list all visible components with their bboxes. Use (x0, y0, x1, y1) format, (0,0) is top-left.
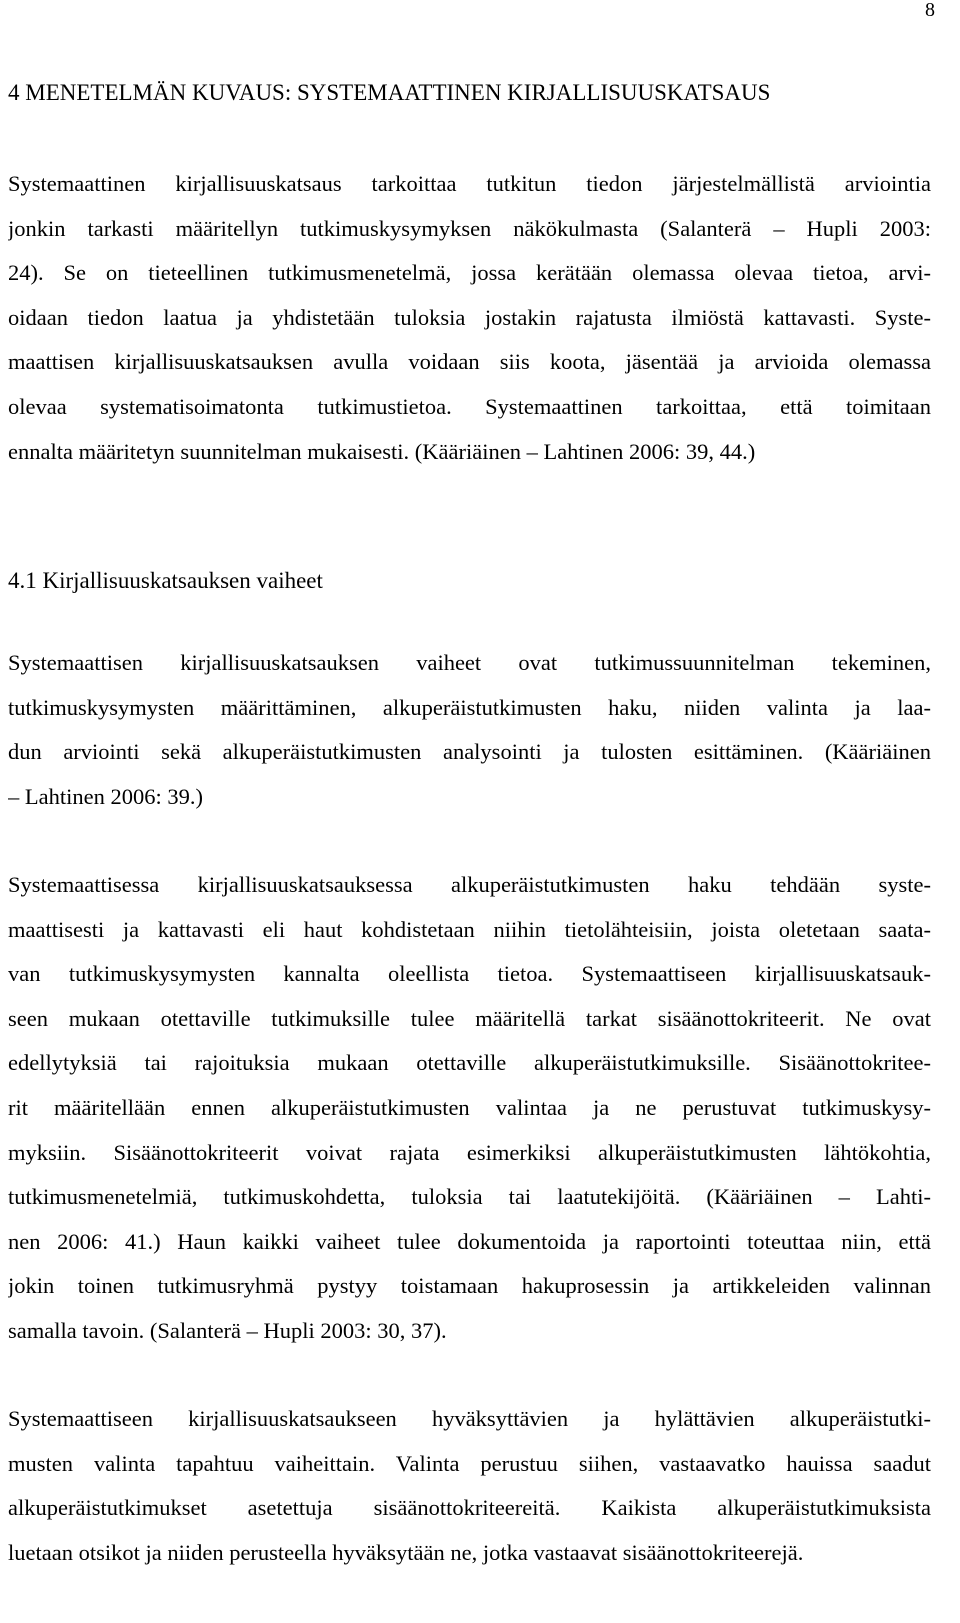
paragraph-selection (8, 1397, 931, 1575)
text-line: maattisen kirjallisuuskatsauksen avulla voidaan siis koota, jäsentää ja arvioida olemassa (8, 349, 931, 375)
chapter-heading: 4 MENETELMÄN KUVAUS: SYSTEMAATTINEN KIRJALLISUUSKATSAUS (8, 80, 771, 105)
text-line: jokin toinen tutkimusryhmä pystyy toistamaan hakuprosessin ja artikkeleiden valinnan (8, 1273, 931, 1299)
section-heading: 4.1 Kirjallisuuskatsauksen vaiheet (8, 568, 323, 593)
text-line: rit määritellään ennen alkuperäistutkimusten valintaa ja ne perustuvat tutkimuskysy- (8, 1094, 931, 1120)
paragraph-search (8, 863, 931, 1354)
text-line: musten valinta tapahtuu vaiheittain. Valinta perustuu siihen, vastaavatko hauissa saadut (8, 1450, 931, 1476)
paragraph-phases (8, 641, 931, 819)
text-line: – Lahtinen 2006: 39.) (8, 783, 203, 809)
text-line: tutkimuskysymysten määrittäminen, alkuperäistutkimusten haku, niiden valinta ja laa- (8, 694, 931, 720)
paragraph-intro (8, 162, 931, 474)
text-line: Systemaattinen kirjallisuuskatsaus tarkoittaa tutkitun tiedon järjestelmällistä arviointia (8, 171, 931, 196)
text-line: Systemaattisessa kirjallisuuskatsauksessa alkuperäistutkimusten haku tehdään syste- (8, 872, 931, 897)
text-line: myksiin. Sisäänottokriteerit voivat rajata esimerkiksi alkuperäistutkimusten lähtökohtia, (8, 1139, 931, 1165)
text-line: 24). Se on tieteellinen tutkimusmenetelmä, jossa kerätään olemassa olevaa tietoa, arvi- (8, 260, 931, 286)
page-number: 8 (925, 0, 935, 21)
text-line: Systemaattiseen kirjallisuuskatsaukseen hyväksyttävien ja hylättävien alkuperäistutki- (8, 1406, 931, 1431)
text-line: maattisesti ja kattavasti eli haut kohdistetaan niihin tietolähteisiin, joista oletetaan saata- (8, 916, 931, 942)
text-line: alkuperäistutkimukset asetettuja sisäänottokriteereitä. Kaikista alkuperäistutkimuksista (8, 1495, 931, 1521)
text-line: dun arviointi sekä alkuperäistutkimusten analysointi ja tulosten esittäminen. (Kääriäinen (8, 739, 931, 765)
text-line: oidaan tiedon laatua ja yhdistetään tuloksia jostakin rajatusta ilmiöstä kattavasti. Syste- (8, 304, 931, 330)
text-line: seen mukaan otettaville tutkimuksille tulee määritellä tarkat sisäänottokriteerit. Ne ovat (8, 1005, 931, 1031)
text-line: olevaa systematisoimatonta tutkimustietoa. Systemaattinen tarkoittaa, että toimitaan (8, 393, 931, 419)
text-line: tutkimusmenetelmiä, tutkimuskohdetta, tuloksia tai laatutekijöitä. (Kääriäinen – Lahti- (8, 1184, 931, 1210)
text-line: samalla tavoin. (Salanterä – Hupli 2003: 30, 37). (8, 1317, 447, 1343)
text-line: luetaan otsikot ja niiden perusteella hyväksytään ne, jotka vastaavat sisäänottokriteerejä. (8, 1539, 804, 1565)
text-line: Systemaattisen kirjallisuuskatsauksen vaiheet ovat tutkimussuunnitelman tekeminen, (8, 650, 931, 675)
text-line: jonkin tarkasti määritellyn tutkimuskysymyksen näkökulmasta (Salanterä – Hupli 2003: (8, 215, 931, 241)
text-line: ennalta määritetyn suunnitelman mukaisesti. (Kääriäinen – Lahtinen 2006: 39, 44.) (8, 438, 756, 464)
text-line: edellytyksiä tai rajoituksia mukaan otettaville alkuperäistutkimuksille. Sisäänottokritee- (8, 1050, 931, 1076)
text-line: van tutkimuskysymysten kannalta oleellista tietoa. Systemaattiseen kirjallisuuskatsauk- (8, 961, 931, 987)
text-line: nen 2006: 41.) Haun kaikki vaiheet tulee dokumentoida ja raportointi toteuttaa niin, että (8, 1228, 931, 1254)
